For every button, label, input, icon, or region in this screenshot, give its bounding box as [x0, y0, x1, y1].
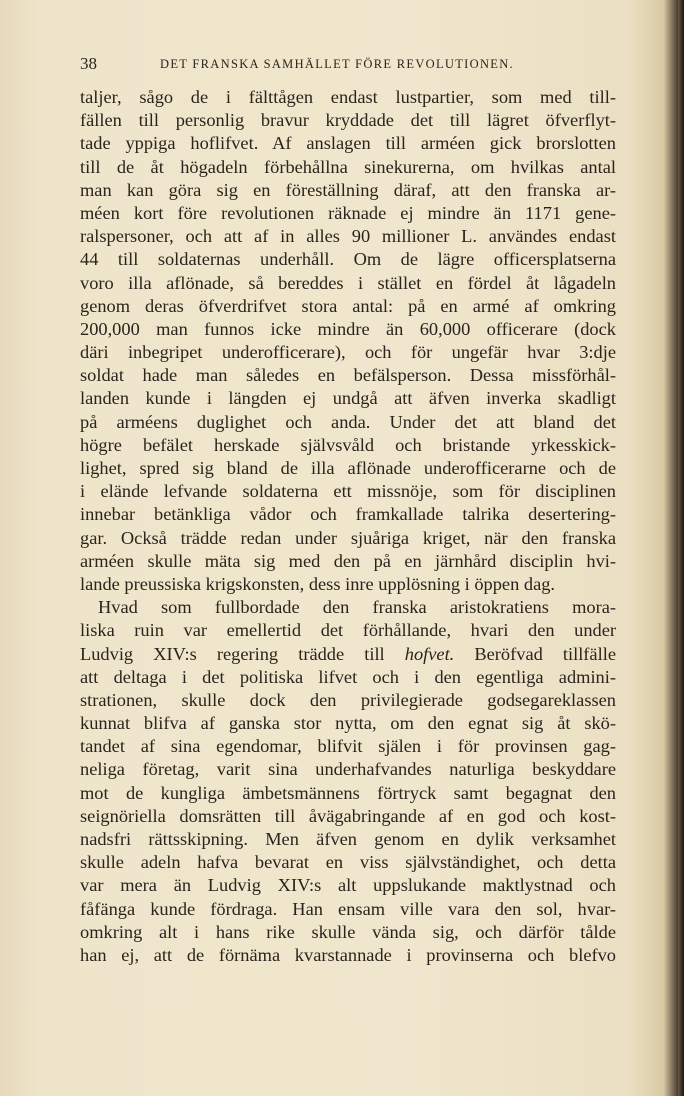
text-line: högre befälet herskade självsvåld och bristande yrkesskick- — [80, 434, 616, 455]
text-line: tade yppiga hoflifvet. Af anslagen till arméen gick brorslotten — [80, 133, 616, 154]
text-line-with-italic — [80, 643, 616, 666]
text-line: lighet, spred sig bland de illa aflönade underofficerarne och de — [80, 458, 616, 478]
text-line: han ej, att de förnäma kvarstannade i provinserna och blefvo — [80, 944, 616, 965]
text-line: 44 till soldaternas underhåll. Om de lägre officersplatserna — [80, 249, 616, 270]
text-line: däri inbegripet underofficerare), och för ungefär hvar 3:dje — [80, 342, 616, 363]
italic-word: hofvet. — [404, 643, 455, 664]
text-segment: Ludvig XIV:s regering trädde till — [80, 643, 385, 664]
text-line: i elände lefvande soldaterna ett missnöje, som för disciplinen — [80, 481, 616, 502]
text-line: landen kunde i längden ej undgå att äfven inverka skadligt — [80, 388, 616, 409]
text-line: på arméens duglighet och anda. Under det att bland det — [80, 411, 616, 432]
text-line: till de åt högadeln förbehållna sinekurerna, om hvilkas antal — [80, 156, 616, 177]
text-line: nadsfri rättsskipning. Men äfven genom en dylik verksamhet — [80, 829, 616, 849]
text-line: méen kort före revolutionen räknade ej mindre än 1171 gene- — [80, 202, 616, 223]
text-line: var mera än Ludvig XIV:s alt uppslukande maktlystnad och — [80, 875, 616, 896]
text-line: 200,000 man funnos icke mindre än 60,000 officerare (dock — [80, 318, 616, 339]
text-line: taljer, sågo de i fälttågen endast lustpartier, som med till- — [80, 87, 616, 107]
text-line: seignöriella domsrätten till åvägabringande af en god och kost- — [80, 805, 616, 826]
paragraph-start-line: Hvad som fullbordade den franska aristokratiens mora- — [98, 597, 616, 618]
text-line: att deltaga i det politiska lifvet och i den egentliga admini- — [80, 666, 616, 687]
text-line: neliga företag, varit sina underhafvandes naturliga beskyddare — [80, 759, 616, 780]
text-line: tandet af sina egendomar, blifvit själen i för provinsen gag- — [80, 736, 616, 757]
text-line: mot de kungliga ämbetsmännens förtryck samt begagnat den — [80, 782, 616, 803]
text-line: innebar betänkliga vådor och framkallade talrika desertering- — [80, 504, 616, 525]
text-line: ralspersoner, och att af in alles 90 millioner L. användes endast — [80, 226, 616, 247]
text-line: genom deras öfverdrifvet stora antal: på en armé af omkring — [80, 295, 616, 316]
text-line: soldat hade man således en befälsperson. Dessa missförhål- — [80, 365, 616, 386]
text-line: omkring alt i hans rike skulle vända sig, och därför tålde — [80, 921, 616, 942]
running-head: DET FRANSKA SAMHÄLLET FÖRE REVOLUTIONEN. — [160, 57, 514, 71]
text-segment: Beröfvad tillfälle — [454, 643, 616, 664]
text-line: strationen, skulle dock den privilegierade godsegareklassen — [80, 689, 616, 710]
text-line: fällen till personlig bravur kryddade det till lägret öfverflyt- — [80, 110, 616, 131]
text-line: fåfänga kunde fördraga. Han ensam ville vara den sol, hvar- — [80, 898, 616, 919]
text-line: kunnat blifva af ganska stor nytta, om den egnat sig åt skö- — [80, 713, 616, 734]
body-text — [80, 86, 616, 967]
page-number: 38 — [80, 54, 97, 73]
page-header — [80, 54, 628, 78]
text-line: arméen skulle mäta sig med den på en järnhård disciplin hvi- — [80, 550, 616, 571]
text-line: man kan göra sig en föreställning däraf, att den franska ar- — [80, 179, 616, 200]
text-line: skulle adeln hafva bevarat en viss självständighet, och detta — [80, 852, 616, 873]
text-line: liska ruin var emellertid det förhållande, hvari den under — [80, 620, 616, 641]
text-line: gar. Också trädde redan under sjuåriga kriget, när den franska — [80, 527, 616, 548]
page-edge-shadow — [678, 0, 684, 1096]
text-line: voro illa aflönade, så bereddes i stället en fördel åt lågadeln — [80, 272, 616, 293]
text-line: lande preussiska krigskonsten, dess inre upplösning i öppen dag. — [80, 573, 556, 594]
